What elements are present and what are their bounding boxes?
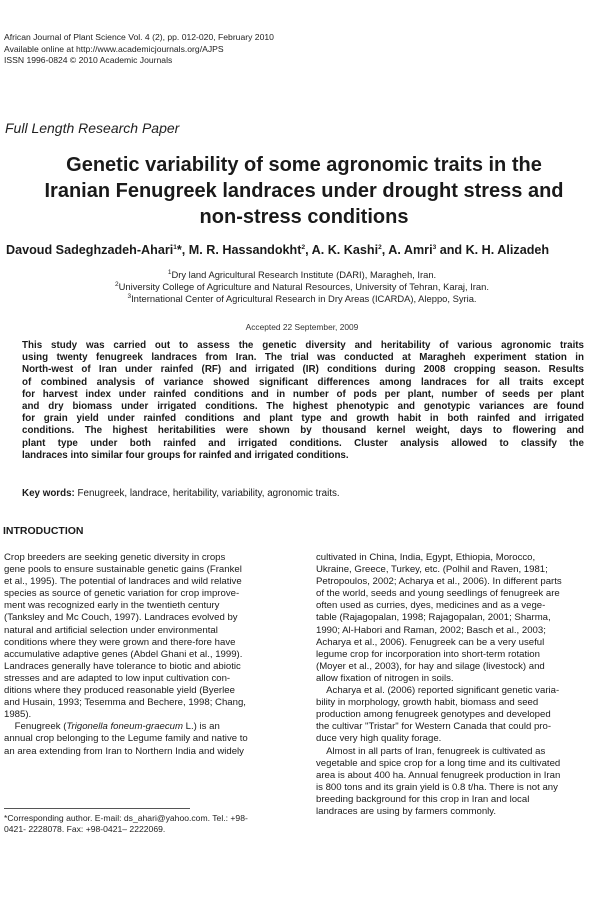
body-line: table (Rajagopalan, 1998; Rajagopalan, 2001; Sharma, [316,612,551,624]
body-line: 1990; Al-Habori and Raman, 2002; Basch et al., 2003; [316,624,546,636]
body-column-right [316,552,600,818]
body-line: natural and artificial selection under environmental [4,624,218,636]
body-line: accumulative adaptive genes (Abdel Ghani et al., 1999). [4,648,243,660]
body-line: and Husain, 1993; Tesemma and Bechere, 1998; Chang, [4,697,246,709]
author-affiliation-mark: 2 [301,243,306,251]
journal-availability: Available online at http://www.academicjournals.org/AJPS [4,43,224,54]
body-line: cultivated in China, India, Egypt, Ethiopia, Morocco, [316,552,536,563]
body-line: production among fenugreek genotypes and developed [316,709,551,721]
section-heading-introduction: INTRODUCTION [3,525,84,537]
author-affiliation-mark: 1 [173,243,177,251]
body-text: L.) is an [183,721,220,733]
body-line: an area extending from Iran to Northern India and widely [4,745,244,757]
body-line: the cultivar "Tristar" for Western Canada that could pro- [316,721,552,733]
journal-issn: ISSN 1996-0824 © 2010 Academic Journals [4,55,173,65]
body-line: Almost in all parts of Iran, fenugreek is cultivated as [316,745,546,757]
body-line: et al., 1995). The potential of landraces and wild relative [4,576,242,588]
affiliation-mark: 1 [167,268,172,276]
keywords-label: Key words: [22,488,75,499]
body-line: breeding background for this crop in Iran and local [316,793,530,805]
body-line: 1985). [4,709,32,721]
abstract-line: for harvest index under rainfed conditions and in number of pods per plant, number of seeds per plant [22,388,584,400]
body-line: Landraces generally have tolerance to biotic and abiotic [4,660,241,672]
journal-header [4,32,274,67]
affiliations [0,269,600,305]
body-line: allow fixation of nitrogen in soils. [316,672,454,684]
keywords [22,488,340,499]
body-line: stresses and are adapted to low input cultivation con- [4,672,231,684]
affiliation [0,281,600,293]
abstract-line: landraces into similar four groups for rainfed and irrigated conditions. [22,449,349,461]
author-name: , A. K. Kashi [305,243,379,257]
author-affiliation-mark: 3 [432,243,437,251]
body-line: (Moyer et al., 2003), for hay and silage (livestock) and [316,660,545,672]
affiliation-text: Dry land Agricultural Research Institute (DARI), Maragheh, Iran. [171,269,437,280]
body-line: Crop breeders are seeking genetic diversity in crops [4,552,226,563]
body-line: Ukraine, Greece, Turkey, etc. (Polhil and Raven, 1981; [316,564,548,576]
corresponding-mark: * [176,243,182,257]
body-column-left [4,552,294,758]
body-line: legume crop for incorporation into short-term rotation [316,648,540,660]
corresponding-author-footnote [4,813,248,835]
species-name: Trigonella foneum-graecum [66,721,183,733]
journal-citation: African Journal of Plant Science Vol. 4 (2), pp. 012-020, February 2010 [4,32,274,42]
affiliation [0,293,600,305]
body-line: Acharya et al. (2006) reported significant genetic varia- [316,685,560,697]
abstract-line: plant type under both rainfed and irrigated conditions. Cluster analysis allowed to classify the [22,437,584,449]
abstract [22,340,584,462]
body-line: species as source of genetic variation for crop improve- [4,588,240,600]
body-line: of the world, seeds and young seedlings of fenugreek are [316,588,560,600]
affiliation-text: International Center of Agricultural Research in Dry Areas (ICARDA), Aleppo, Syria. [131,293,477,304]
body-line: Acharya et al., 2006). Fenugreek can be a very useful [316,636,545,648]
author-list [6,243,549,257]
footnote-line: 0421- 2228078. Fax: +98-0421– 2222069. [4,824,166,834]
body-line: area is about 400 ha. Annual fenugreek production in Iran [316,769,561,781]
affiliation-text: University College of Agriculture and Natural Resources, University of Tehran, Karaj, Iran. [118,281,489,292]
body-line: ditions where they produced reasonable yield (Byerlee [4,685,235,697]
abstract-line: conditions. The highest heritabilities were shown by thousand kernel weight, days to flowering and [22,425,584,437]
affiliation-mark: 2 [115,280,119,288]
body-line: annual crop belonging to the Legume family and native to [4,733,248,745]
body-line: vegetable and spice crop for a long time and its cultivated [316,757,561,769]
abstract-line: This study was carried out to assess the genetic diversity and heritability of various agronomic traits [22,340,584,351]
body-line: Petropoulos, 2002; Acharya et al., 2006). In different parts [316,576,562,588]
author-name: and K. H. Alizadeh [436,243,550,257]
author-affiliation-mark: 2 [378,243,382,251]
affiliation-mark: 3 [127,292,132,300]
title-line: Genetic variability of some agronomic traits in the [66,154,542,176]
abstract-line: using twenty fenugreek landraces from Iran. The trial was conducted at Maragheh experiment station in [22,352,584,364]
title-line: Iranian Fenugreek landraces under drought stress and [44,180,564,202]
abstract-line: for grain yield under rainfed conditions and plant type and growth habit in both rainfed and irrigated [22,413,584,425]
author-name: , A. Amri [381,243,433,257]
abstract-line: and dry biomass under irrigated conditions. The highest phenotypic and genotypic variances are found [22,401,584,413]
body-line [4,721,294,733]
body-line: conditions where they were grown and there-fore have [4,636,236,648]
author-name: Davoud Sadeghzadeh-Ahari [6,243,174,257]
abstract-line: North-west of Iran under rainfed (RF) and irrigated (IR) conditions during 2008 cropping season. Results [22,364,584,376]
title-line: non-stress conditions [199,206,409,228]
body-line: often used as curries, dyes, medicines and as a vege- [316,600,546,612]
body-line: duce very high quality forage. [316,733,442,745]
footnote-line: *Corresponding author. E-mail: ds_ahari@yahoo.com. Tel.: +98- [4,813,248,823]
accepted-date: Accepted 22 September, 2009 [245,322,359,332]
author-name: , M. R. Hassandokht [181,243,302,257]
affiliation [0,269,600,281]
body-text: Fenugreek ( [4,721,67,733]
body-line: (Tanksley and Mc Couch, 1997). Landraces evolved by [4,612,238,624]
keywords-text: Fenugreek, landrace, heritability, variability, agronomic traits. [74,488,340,499]
paper-title [0,152,600,230]
abstract-line: of combined analysis of variance showed significant differences among landraces for all traits except [22,376,584,388]
body-line: landraces are using by farmers commonly. [316,805,497,817]
body-line: bility in morphology, growth habit, biomass and seed [316,697,539,709]
paper-type: Full Length Research Paper [5,120,180,136]
body-line: ment was recognized early in the twentieth century [4,600,220,612]
body-line: gene pools to ensure sustainable genetic gains (Frankel [4,564,242,576]
body-line: is 800 tons and its grain yield is 0.8 t/ha. There is not any [316,781,558,793]
footnote-divider [4,808,190,809]
